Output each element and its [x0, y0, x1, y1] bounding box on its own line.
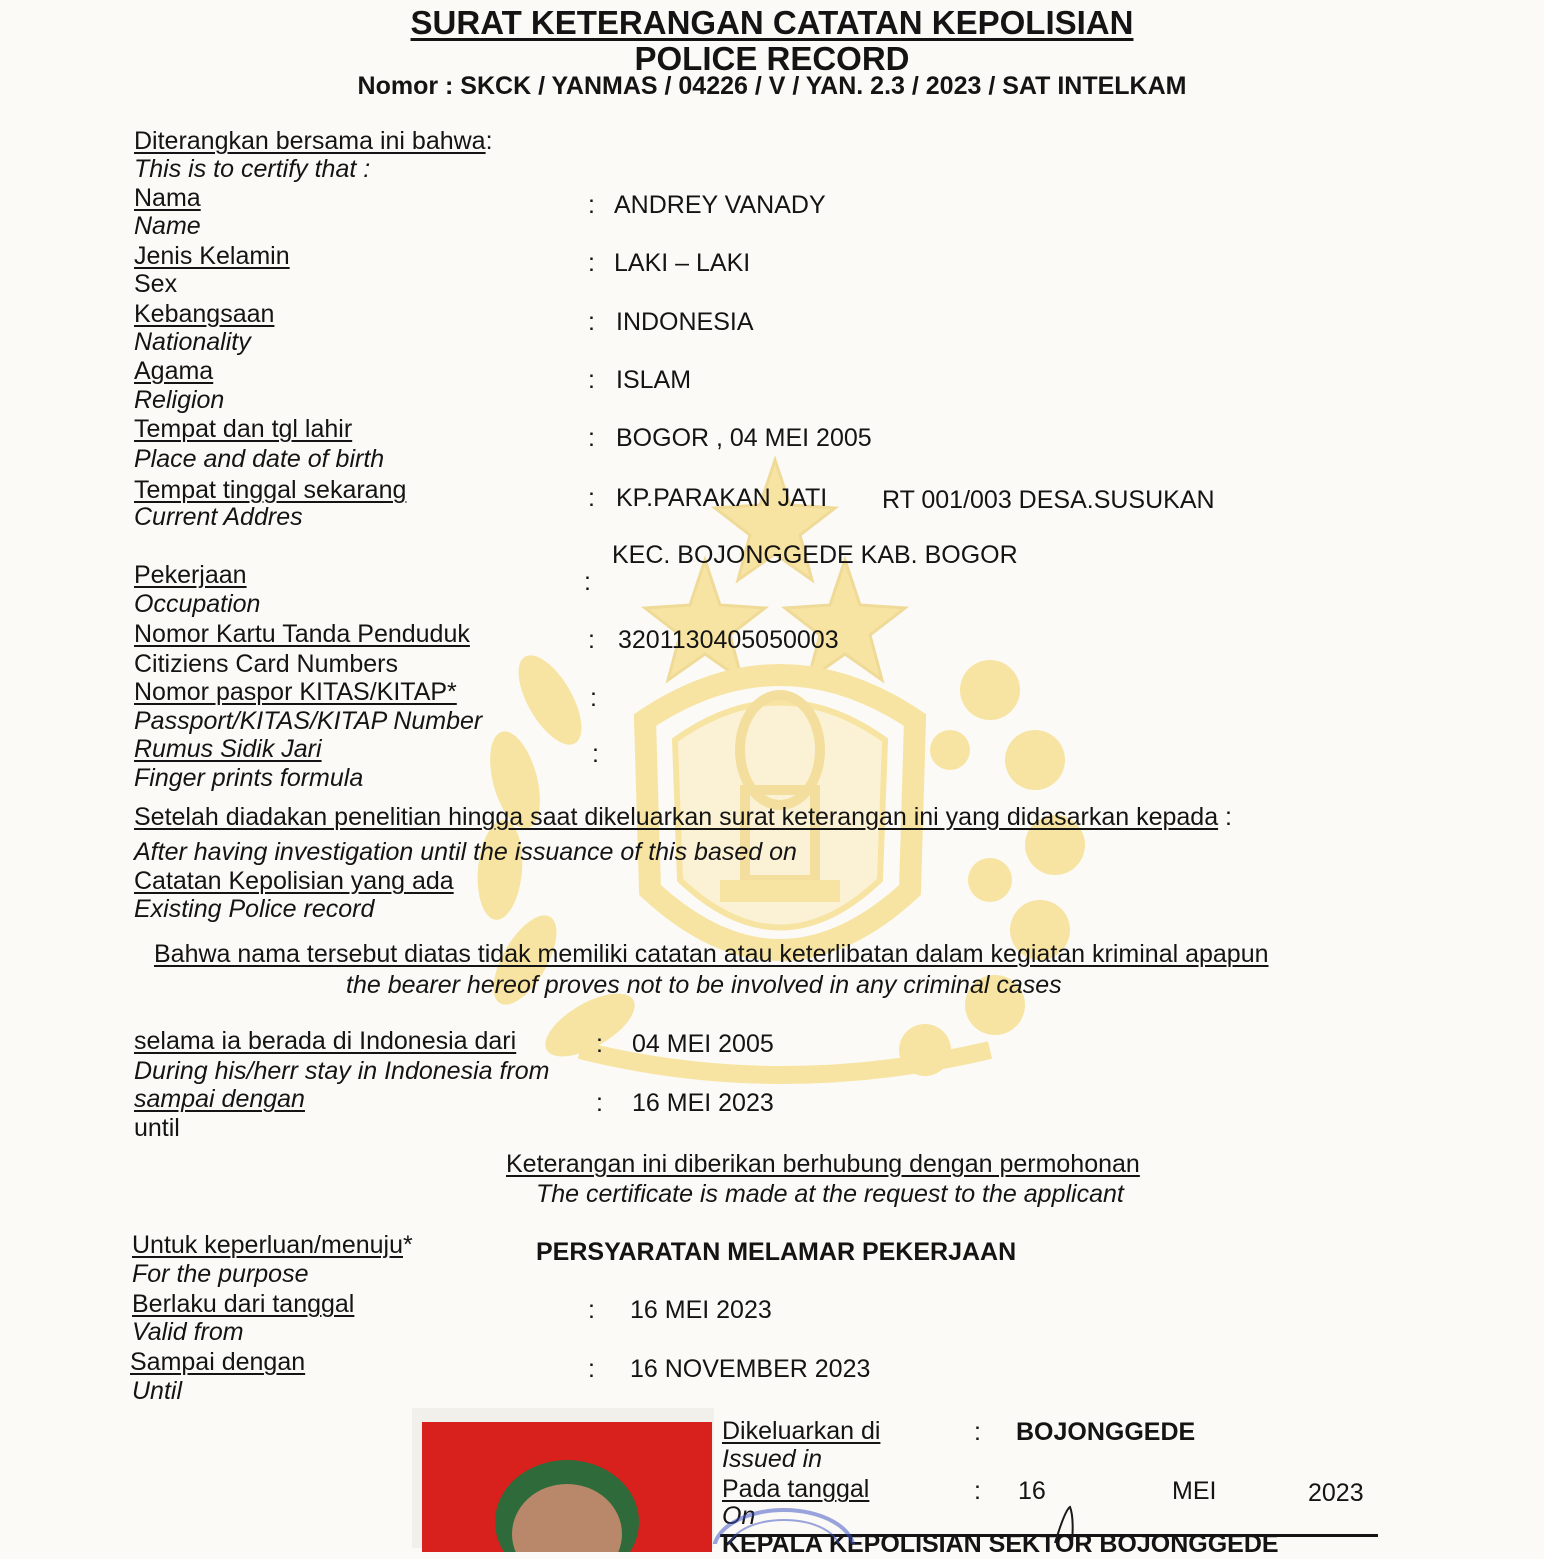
birth-label-en: Place and date of birth [134, 445, 385, 473]
passport-label: Nomor paspor KITAS/KITAP* [134, 678, 457, 706]
name-value: ANDREY VANADY [614, 191, 826, 219]
issued-date-month: MEI [1172, 1477, 1217, 1505]
signatory-title: KEPALA KEPOLISIAN SEKTOR BOJONGGEDE [722, 1530, 1279, 1558]
issued-date-year: 2023 [1308, 1479, 1364, 1507]
official-stamp [706, 1500, 856, 1544]
photo-background [422, 1422, 712, 1552]
birth-label: Tempat dan tgl lahir [134, 415, 353, 443]
name-label: Nama [134, 184, 201, 212]
id-card-value: 3201130405050003 [618, 626, 839, 654]
valid-from-colon: : [588, 1296, 595, 1324]
intro-statement-en: This is to certify that : [134, 155, 371, 183]
religion-value: ISLAM [616, 366, 692, 394]
clearance-statement: Bahwa nama tersebut diatas tidak memiliki catatan atau keterlibatan dalam kegiatan kriminal apapun [154, 940, 1269, 968]
investigation-statement: Setelah diadakan penelitian hingga saat dikeluarkan surat keterangan ini yang didasarkan kepada : [134, 803, 1233, 831]
intro-statement: Diterangkan bersama ini bahwa: [134, 127, 493, 155]
police-record-label: Catatan Kepolisian yang ada [134, 867, 454, 895]
stay-from-value: 04 MEI 2005 [632, 1030, 774, 1058]
stay-from-label: selama ia berada di Indonesia dari [134, 1027, 517, 1055]
nationality-label: Kebangsaan [134, 300, 275, 328]
valid-from-label-en: Valid from [132, 1318, 244, 1346]
police-record-label-en: Existing Police record [134, 895, 375, 923]
document-number: Nomor : SKCK / YANMAS / 04226 / V / YAN. 2.3 / 2023 / SAT INTELKAM [357, 72, 1187, 100]
passport-label-en: Passport/KITAS/KITAP Number [134, 707, 483, 735]
religion-label: Agama [134, 357, 214, 385]
sex-value: LAKI – LAKI [614, 249, 751, 277]
address-colon: : [588, 484, 595, 512]
purpose-label-en: For the purpose [132, 1260, 309, 1288]
valid-until-colon: : [588, 1355, 595, 1383]
stay-until-colon: : [596, 1089, 603, 1117]
birth-colon: : [588, 424, 595, 452]
purpose-value: PERSYARATAN MELAMAR PEKERJAAN [536, 1238, 1017, 1266]
valid-until-label: Sampai dengan [130, 1348, 306, 1376]
address-value-line1: KP.PARAKAN JATI [616, 484, 828, 512]
issued-place-colon: : [974, 1418, 981, 1446]
stay-from-colon: : [596, 1030, 603, 1058]
name-colon: : [588, 191, 595, 219]
occupation-colon: : [584, 568, 591, 596]
request-statement: Keterangan ini diberikan berhubung dengan permohonan [506, 1150, 1140, 1178]
sex-label: Jenis Kelamin [134, 242, 290, 270]
fingerprint-colon: : [592, 740, 599, 768]
signature [1050, 1505, 1090, 1544]
valid-until-value: 16 NOVEMBER 2023 [630, 1355, 871, 1383]
religion-label-en: Religion [134, 386, 225, 414]
investigation-statement-en: After having investigation until the issuance of this based on [134, 838, 797, 866]
issued-date-colon: : [974, 1477, 981, 1505]
nationality-value: INDONESIA [616, 308, 754, 336]
purpose-label: Untuk keperluan/menuju* [132, 1231, 413, 1259]
issued-date-label: Pada tanggal [722, 1475, 870, 1503]
sex-colon: : [588, 249, 595, 277]
name-label-en: Name [134, 212, 201, 240]
sex-label-en: Sex [134, 270, 178, 298]
occupation-label: Pekerjaan [134, 561, 247, 589]
birth-value: BOGOR , 04 MEI 2005 [616, 424, 872, 452]
address-label-en: Current Addres [134, 503, 303, 531]
occupation-label-en: Occupation [134, 590, 261, 618]
fingerprint-label: Rumus Sidik Jari [134, 735, 322, 763]
clearance-statement-en: the bearer hereof proves not to be involved in any criminal cases [346, 971, 1062, 999]
issued-place-label-en: Issued in [722, 1445, 823, 1473]
stay-until-label-en: until [134, 1114, 180, 1142]
address-value-line3: KEC. BOJONGGEDE KAB. BOGOR [612, 541, 1018, 569]
stay-until-label: sampai dengan [134, 1085, 305, 1113]
applicant-photo [412, 1408, 714, 1548]
issued-date-label-en: On [722, 1502, 756, 1530]
request-statement-en: The certificate is made at the request to the applicant [536, 1180, 1124, 1208]
stay-until-value: 16 MEI 2023 [632, 1089, 774, 1117]
nationality-colon: : [588, 308, 595, 336]
nationality-label-en: Nationality [134, 328, 251, 356]
issued-place-label: Dikeluarkan di [722, 1417, 881, 1445]
address-value-line2: RT 001/003 DESA.SUSUKAN [882, 486, 1215, 514]
valid-from-label: Berlaku dari tanggal [132, 1290, 355, 1318]
issued-place-value: BOJONGGEDE [1016, 1418, 1196, 1446]
document-subtitle: POLICE RECORD [634, 40, 910, 77]
address-label: Tempat tinggal sekarang [134, 476, 407, 504]
passport-colon: : [590, 684, 597, 712]
document-title: SURAT KETERANGAN CATATAN KEPOLISIAN [410, 4, 1134, 41]
issued-date-day: 16 [1018, 1477, 1046, 1505]
stay-from-label-en: During his/herr stay in Indonesia from [134, 1057, 550, 1085]
valid-from-value: 16 MEI 2023 [630, 1296, 772, 1324]
valid-until-label-en: Until [132, 1377, 183, 1405]
id-card-label: Nomor Kartu Tanda Penduduk [134, 620, 470, 648]
id-card-colon: : [588, 626, 595, 654]
person-silhouette-icon [422, 1422, 712, 1552]
religion-colon: : [588, 366, 595, 394]
fingerprint-label-en: Finger prints formula [134, 764, 364, 792]
id-card-label-en: Citiziens Card Numbers [134, 650, 398, 678]
